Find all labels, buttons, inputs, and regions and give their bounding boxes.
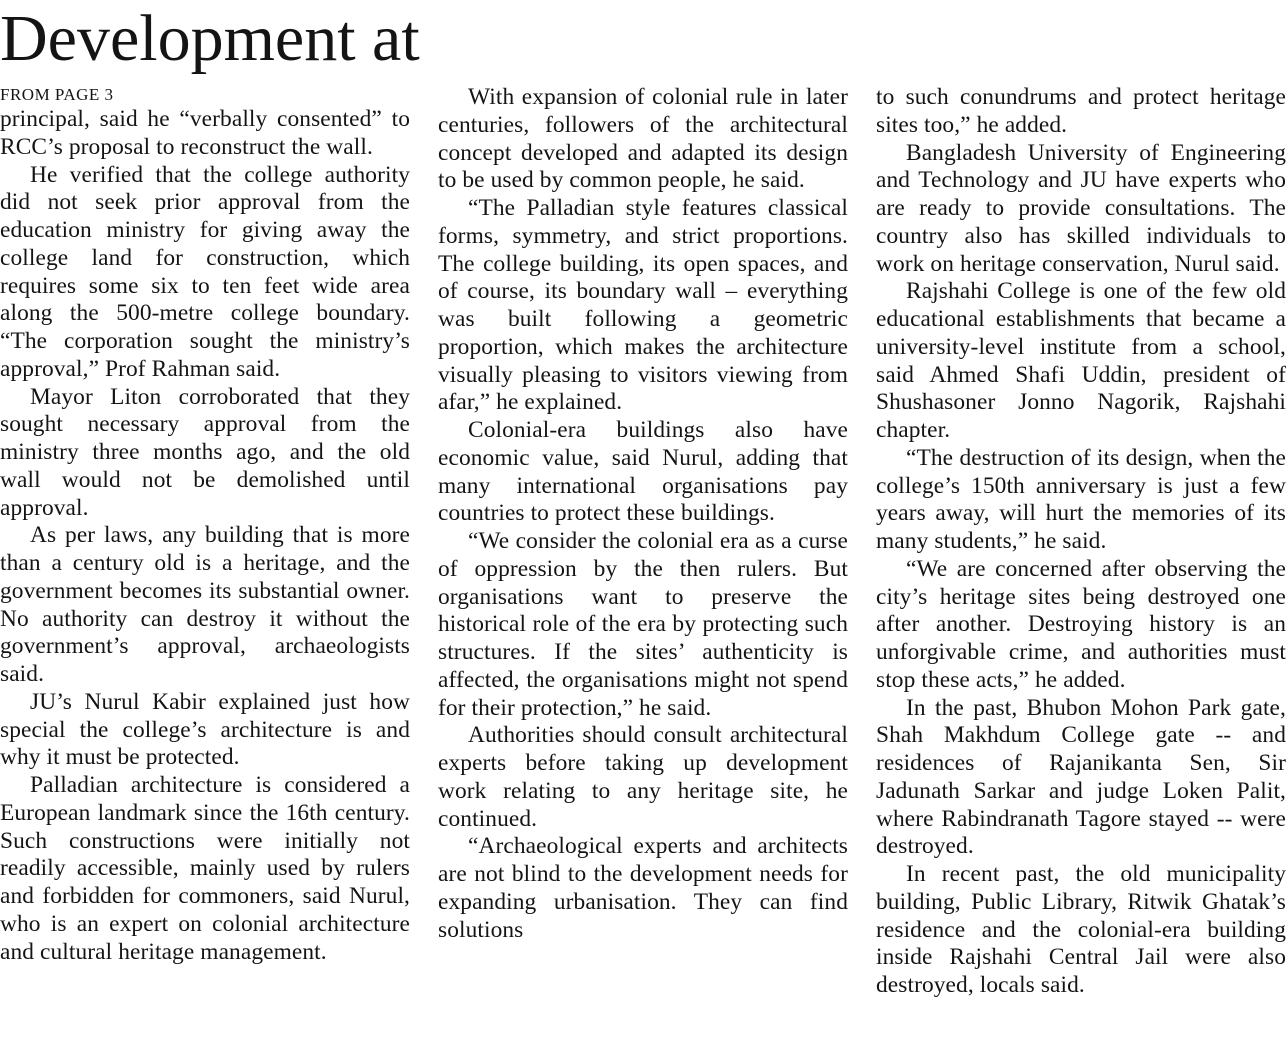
paragraph: “We consider the colonial era as a curse of oppression by the then rulers. But organisations want to preserve the historical role of the era by protecting such structures. If the sites’ authenticity is affected, the organisations might not spend for their protection,” he said. [438, 528, 848, 721]
paragraph: principal, said he “verbally consented” to RCC’s proposal to reconstruct the wall. [0, 106, 410, 160]
article-column-3 [876, 84, 1286, 1000]
headline: Development at [0, 2, 420, 75]
kicker-from-page: FROM PAGE 3 [0, 85, 114, 104]
paragraph: Authorities should consult architectural experts before taking up development work relating to any heritage site, he continued. [438, 722, 848, 832]
paragraph: With expansion of colonial rule in later centuries, followers of the architectural concept developed and adapted its design to be used by common people, he said. [438, 84, 848, 194]
paragraph: “The Palladian style features classical forms, symmetry, and strict proportions. The college building, its open spaces, and of course, its boundary wall – everything was built following a geometric proportion, which makes the architecture visually pleasing to visitors viewing from afar,” he explained. [438, 195, 848, 416]
paragraph: “The destruction of its design, when the college’s 150th anniversary is just a few years away, will hurt the memories of its many students,” he said. [876, 444, 1286, 554]
paragraph: “Archaeological experts and architects are not blind to the development needs for expanding urbanisation. They can find solutions [438, 833, 848, 943]
paragraph: Bangladesh University of Engineering and Technology and JU have experts who are ready to provide consultations. The country also has skilled individuals to work on heritage conservation, Nurul said. [876, 139, 1286, 277]
paragraph: Mayor Liton corroborated that they sought necessary approval from the ministry three months ago, and the old wall would not be demolished until approval. [0, 383, 410, 521]
paragraph: to such conundrums and protect heritage sites too,” he added. [876, 84, 1286, 138]
paragraph: As per laws, any building that is more than a century old is a heritage, and the government becomes its substantial owner. No authority can destroy it without the government’s approval, archaeologists said. [0, 522, 410, 687]
paragraph: In the past, Bhubon Mohon Park gate, Shah Makhdum College gate -- and residences of Rajanikanta Sen, Sir Jadunath Sarkar and judge Loken Palit, where Rabindranath Tagore stayed -- were destroyed. [876, 694, 1286, 860]
paragraph: Palladian architecture is considered a European landmark since the 16th century. Such constructions were initially not readily accessible, mainly used by rulers and forbidden for commoners, said Nurul, who is an expert on colonial architecture and cultural heritage management. [0, 772, 410, 965]
paragraph: JU’s Nurul Kabir explained just how special the college’s architecture is and why it must be protected. [0, 688, 410, 771]
paragraph: He verified that the college authority did not seek prior approval from the education ministry for giving away the college land for construction, which requires some six to ten feet wide area along the 500-metre college boundary. “The corporation sought the ministry’s approval,” Prof Rahman said. [0, 161, 410, 382]
article-column-2 [438, 84, 848, 944]
article-column-1 [0, 84, 410, 966]
paragraph: Rajshahi College is one of the few old educational establishments that became a university-level institute from a school, said Ahmed Shafi Uddin, president of Shushasoner Jonno Nagorik, Rajshahi chapter. [876, 278, 1286, 443]
paragraph: “We are concerned after observing the city’s heritage sites being destroyed one after another. Destroying history is an unforgivable crime, and authorities must stop these acts,” he added. [876, 555, 1286, 693]
paragraph: In recent past, the old municipality building, Public Library, Ritwik Ghatak’s residence and the colonial-era building inside Rajshahi Central Jail were also destroyed, locals said. [876, 861, 1286, 998]
paragraph: Colonial-era buildings also have economic value, said Nurul, adding that many international organisations pay countries to protect these buildings. [438, 417, 848, 527]
